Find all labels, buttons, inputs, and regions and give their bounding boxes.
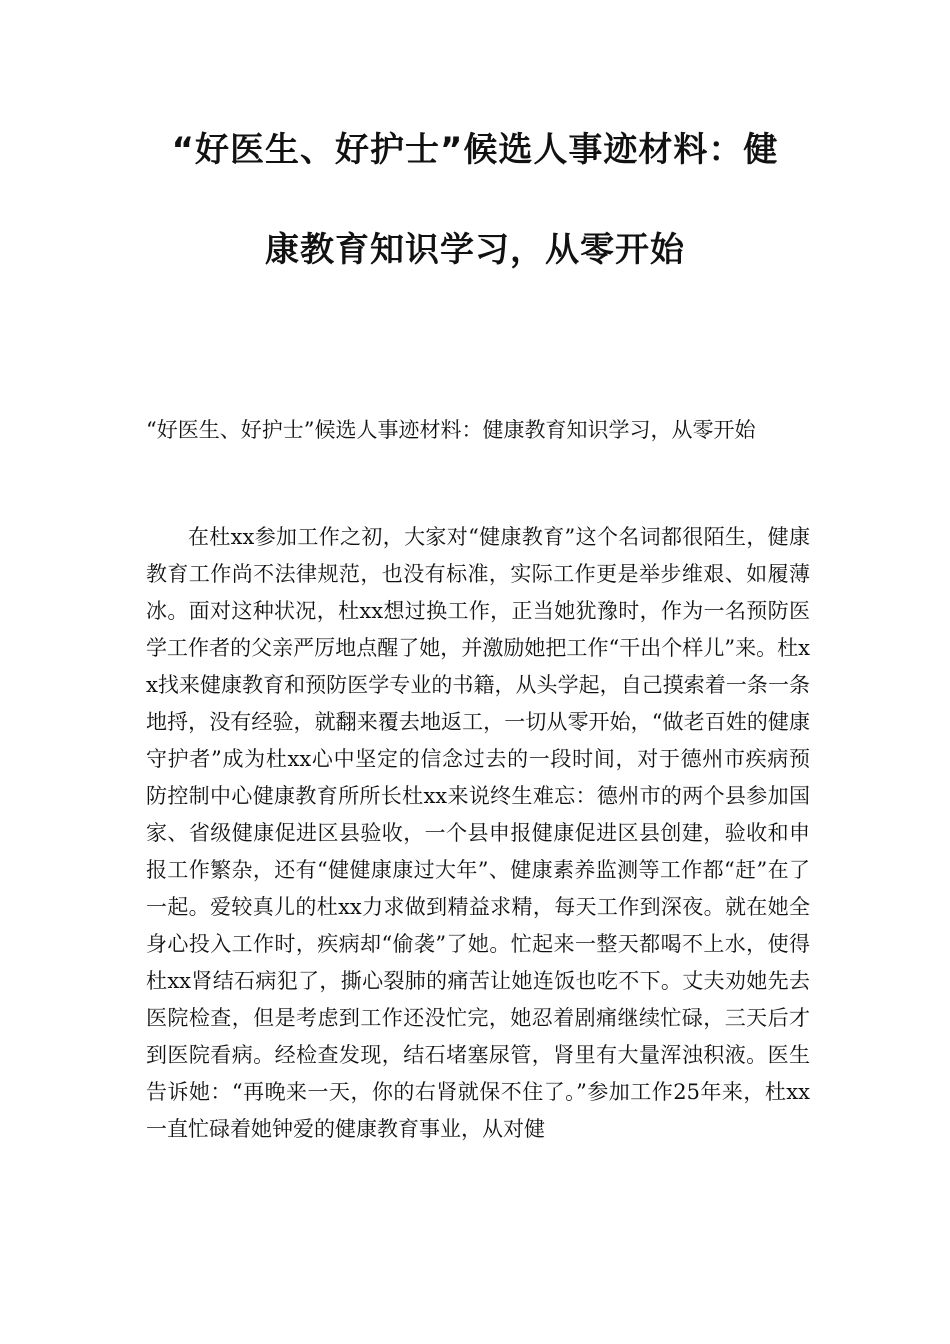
body-paragraph: 在杜xx参加工作之初，大家对“健康教育”这个名词都很陌生，健康教育工作尚不法律规范，也没有标准，实际工作更是举步维艰、如履薄冰。面对这种状况，杜xx想过换工作，正当她犹豫时，作为一名预防医学工作者的父亲严厉地点醒了她，并激励她把工作“干出个样儿”来。杜xx找来健康教育和预防医学专业的书籍，从头学起，自己摸索着一条一条地捋，没有经验，就翻来覆去地返工，一切从零开始，“做老百姓的健康守护者”成为杜xx心中坚定的信念过去的一段时间，对于德州市疾病预防控制中心健康教育所所长杜xx来说终生难忘：德州市的两个县参加国家、省级健康促进区县验收，一个县申报健康促进区县创建，验收和申报工作繁杂，还有“健健康康过大年”、健康素养监测等工作都“赶”在了一起。爱较真儿的杜xx力求做到精益求精，每天工作到深夜。就在她全身心投入工作时，疾病却“偷袭”了她。忙起来一整天都喝不上水，使得杜xx肾结石病犯了，撕心裂肺的痛苦让她连饭也吃不下。丈夫劝她先去医院检查，但是考虑到工作还没忙完，她忍着剧痛继续忙碌，三天后才到医院看病。经检查发现，结石堵塞尿管，肾里有大量浑浊积液。医生告诉她：“再晚来一天，你的右肾就保不住了。”参加工作25年来，杜xx一直忙碌着她钟爱的健康教育事业，从对健	[146, 525, 810, 1141]
document-title-line-2: 康教育知识学习，从零开始	[265, 230, 685, 270]
document-title-line-1: “好医生、好护士”候选人事迹材料：健	[171, 130, 779, 170]
document-subtitle: “好医生、好护士”候选人事迹材料：健康教育知识学习，从零开始	[146, 418, 756, 442]
